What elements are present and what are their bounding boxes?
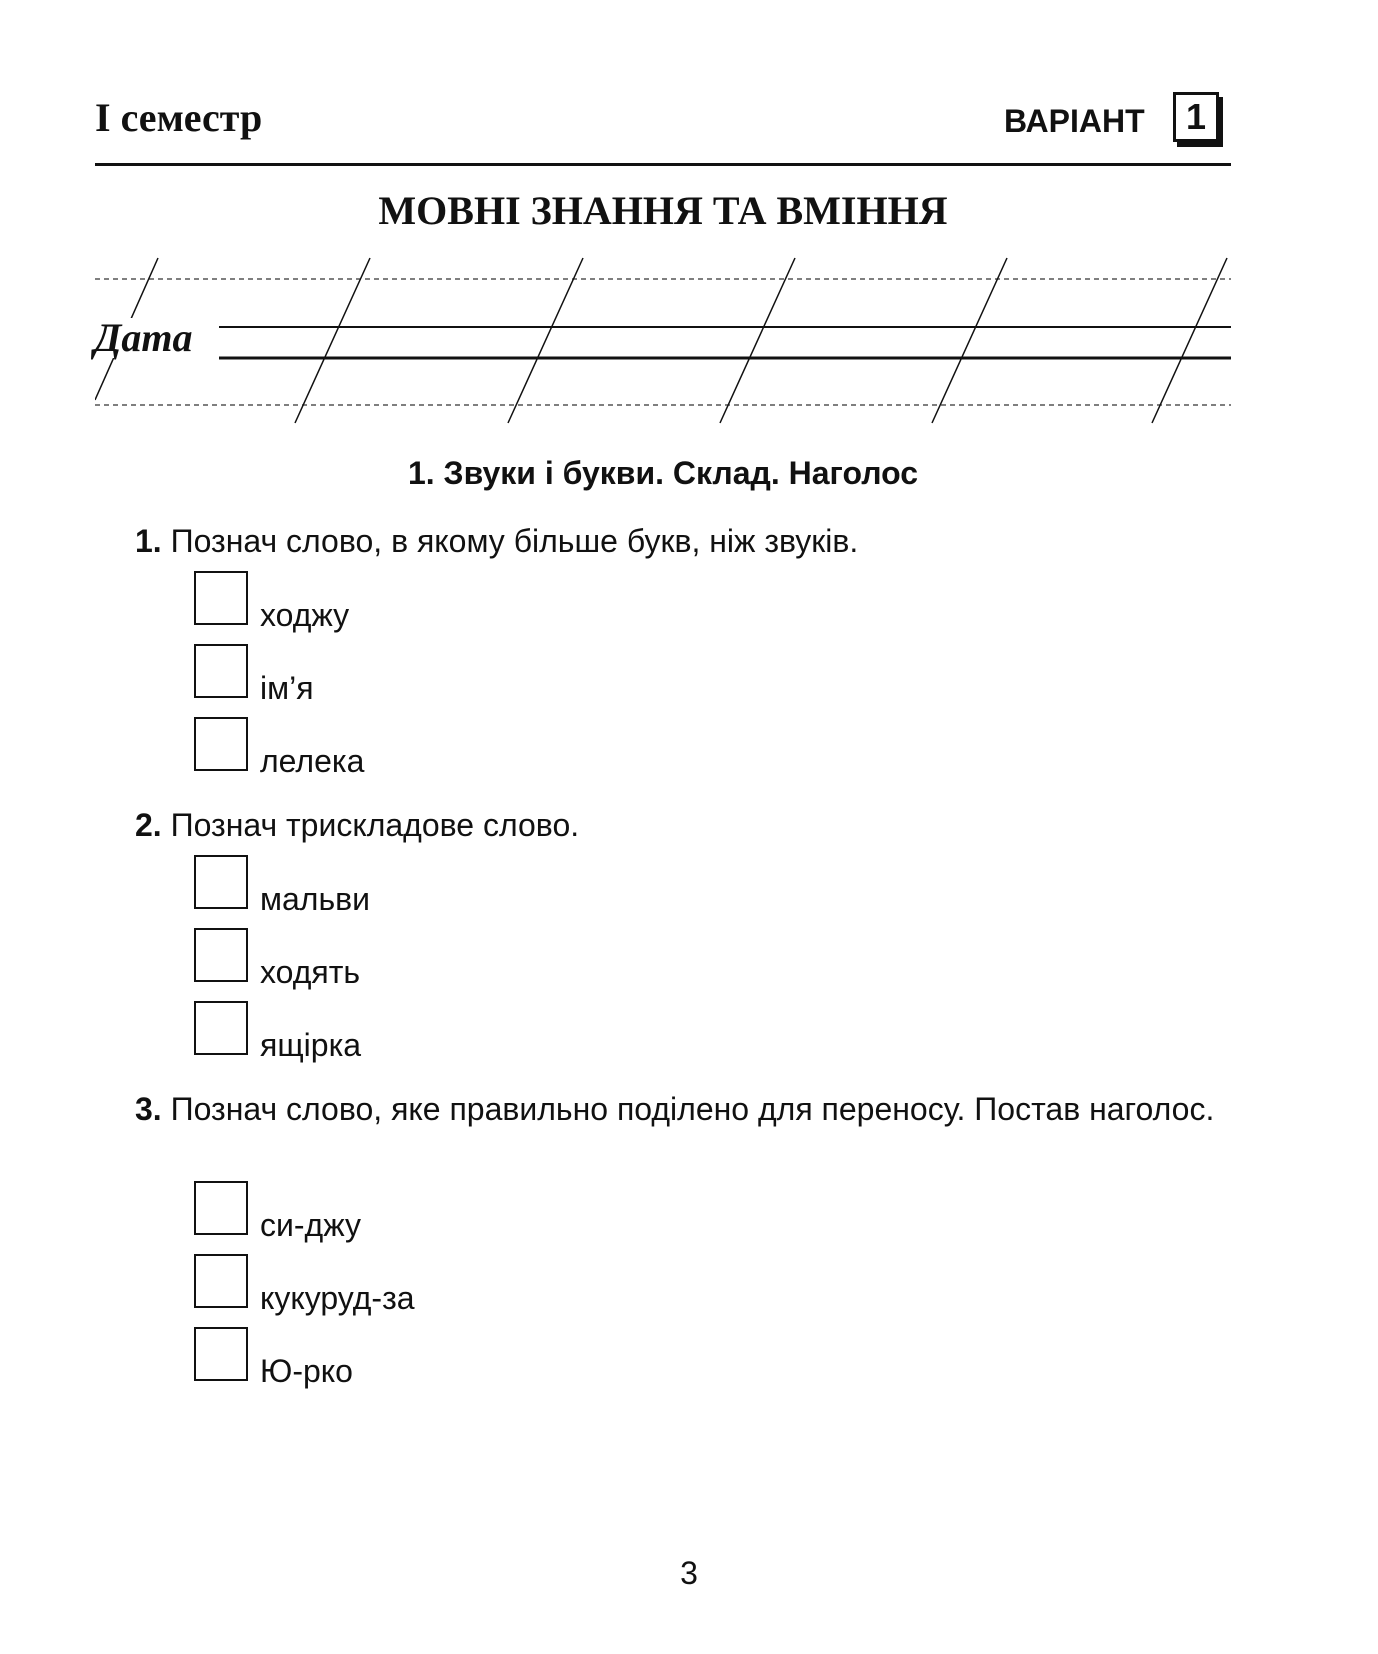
answer-checkbox[interactable] [194,571,248,625]
answer-checkbox[interactable] [194,855,248,909]
answer-checkbox[interactable] [194,1327,248,1381]
variant-number-box: 1 [1173,92,1219,142]
answer-checkbox[interactable] [194,717,248,771]
header-divider [95,163,1231,166]
question-number: 2. [135,807,162,843]
answer-label: ім’я [260,670,314,706]
answer-label: ходжу [260,597,350,633]
question-number: 1. [135,523,162,559]
answer-label: си-джу [260,1207,361,1243]
answer-label: ходять [260,954,361,990]
answer-label: лелека [260,743,365,779]
question-text: Познач слово, яке правильно поділено для переносу. Постав наголос. [170,1091,1215,1127]
page-title: МОВНІ ЗНАННЯ ТА ВМІННЯ [378,188,948,233]
answer-checkbox[interactable] [194,1181,248,1235]
page-number: 3 [680,1555,698,1591]
semester-heading: I семестр [95,95,263,140]
answer-label: ящірка [260,1027,362,1063]
date-label: Дата [94,318,196,358]
date-writing-grid[interactable] [95,255,1235,425]
variant-label: ВАРІАНТ [1004,103,1145,139]
question-number: 3. [135,1091,162,1127]
answer-checkbox[interactable] [194,928,248,982]
section-title: 1. Звуки і букви. Склад. Наголос [407,455,919,491]
answer-label: Ю-рко [260,1353,353,1389]
answer-checkbox[interactable] [194,1001,248,1055]
answer-label: мальви [260,881,371,917]
answer-label: кукуруд-за [260,1280,415,1316]
question-text: Познач трискладове слово. [170,807,580,843]
question-2 [95,804,1231,846]
answer-checkbox[interactable] [194,1254,248,1308]
question-1 [95,520,1231,562]
answer-checkbox[interactable] [194,644,248,698]
question-3 [95,1088,1231,1130]
question-text: Познач слово, в якому більше букв, ніж звуків. [170,523,859,559]
